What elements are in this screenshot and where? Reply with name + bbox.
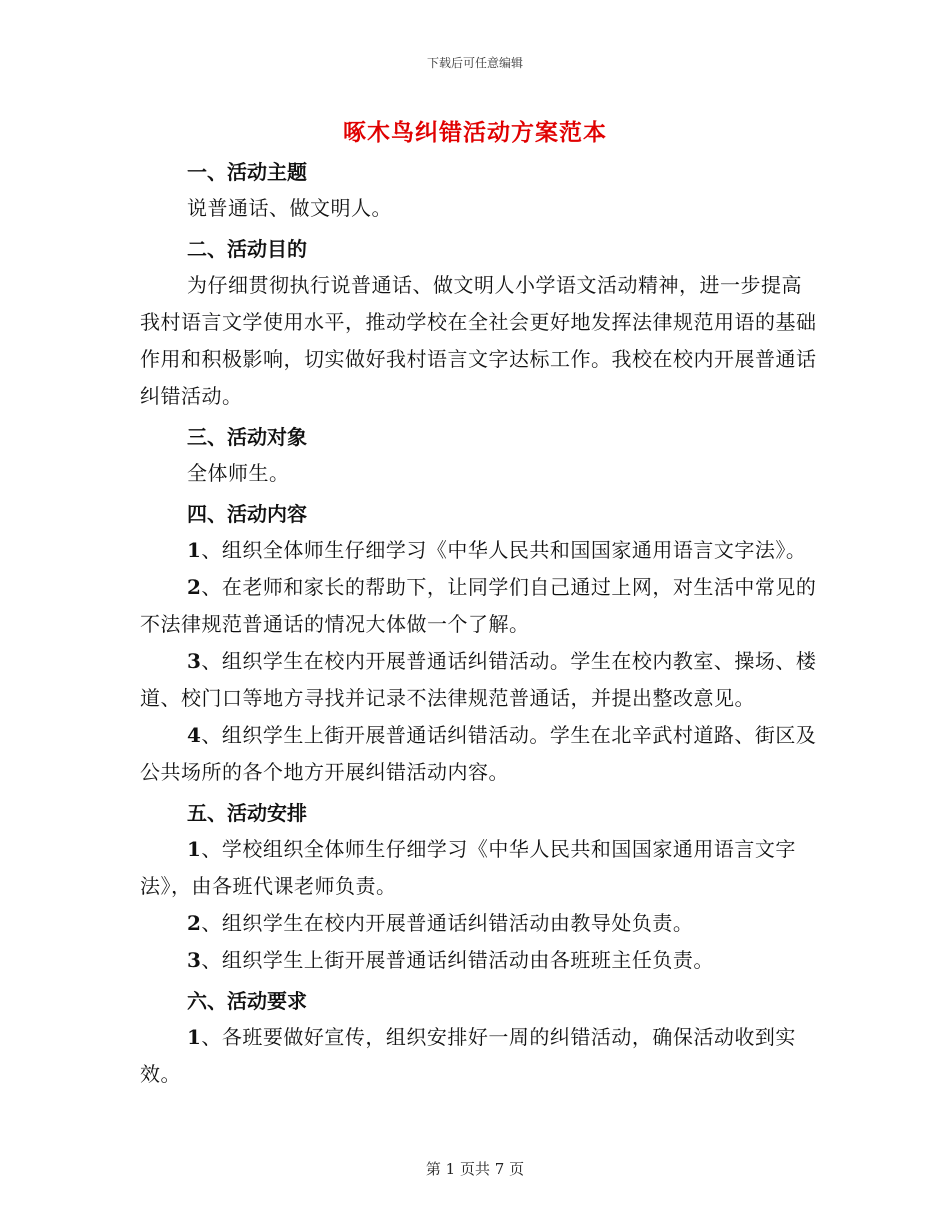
section-heading: 四、活动内容: [187, 502, 307, 526]
paragraph: 2、组织学生在校内开展普通话纠错活动由教导处负责。: [187, 911, 694, 935]
section-audience: [140, 419, 820, 492]
paragraph: 3、组织学生上街开展普通话纠错活动由各班班主任负责。: [187, 948, 714, 972]
section-arrangement: [140, 795, 820, 979]
paragraph: 为仔细贯彻执行说普通话、做文明人小学语文活动精神，进一步提高我村语言文学使用水平，推动学校在全社会更好地发挥法律规范用语的基础作用和积极影响，切实做好我村语言文字达标工作。我校在校内开展普通话纠错活动。: [140, 273, 817, 408]
paragraph: 全体师生。: [187, 461, 290, 485]
section-heading: 六、活动要求: [187, 989, 307, 1013]
section-heading: 五、活动安排: [187, 801, 307, 825]
section-heading: 二、活动目的: [187, 237, 307, 261]
section-theme: [140, 154, 820, 227]
header-note: 下载后可任意编辑: [426, 56, 523, 70]
paragraph: 1、各班要做好宣传，组织安排好一周的纠错活动，确保活动收到实效。: [140, 1025, 796, 1086]
document-title: 啄木鸟纠错活动方案范本: [343, 119, 607, 146]
paragraph: 2、在老师和家长的帮助下，让同学们自己通过上网，对生活中常见的不法律规范普通话的情况大体做一个了解。: [140, 575, 817, 636]
paragraph: 1、学校组织全体师生仔细学习《中华人民共和国国家通用语言文字法》，由各班代课老师负责。: [140, 837, 796, 898]
paragraph: 说普通话、做文明人。: [187, 196, 392, 220]
page-footer: 第 1 页共 7 页: [425, 1160, 525, 1178]
section-heading: 一、活动主题: [187, 160, 307, 184]
section-requirements: [140, 983, 820, 1093]
section-content: [140, 496, 820, 791]
paragraph: 3、组织学生在校内开展普通话纠错活动。学生在校内教室、操场、楼道、校门口等地方寻找并记录不法律规范普通话，并提出整改意见。: [140, 649, 817, 710]
document-body: [140, 150, 820, 1093]
section-purpose: [140, 231, 820, 415]
paragraph: 1、组织全体师生仔细学习《中华人民共和国国家通用语言文字法》。: [187, 538, 807, 562]
paragraph: 4、组织学生上街开展普通话纠错活动。学生在北辛武村道路、街区及公共场所的各个地方开展纠错活动内容。: [140, 723, 817, 784]
section-heading: 三、活动对象: [187, 425, 307, 449]
